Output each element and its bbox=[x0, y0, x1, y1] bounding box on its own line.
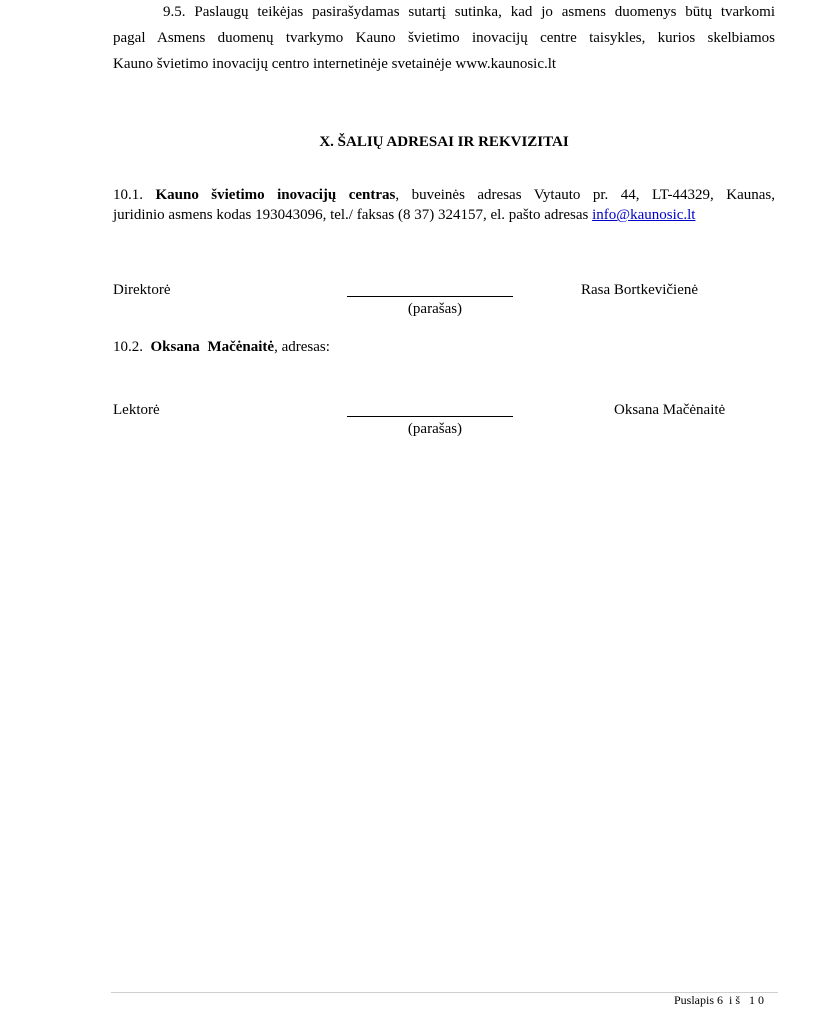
signature-1-line bbox=[347, 296, 513, 297]
signature-1-name: Rasa Bortkevičienė bbox=[581, 282, 699, 298]
clause-10-1-details: juridinio asmens kodas 193043096, tel./ faksas (8 37) 324157, el. pašto adresas bbox=[113, 207, 593, 223]
clause-10-1-line-2 bbox=[113, 207, 695, 224]
clause-10-1-number: 10.1. bbox=[113, 187, 143, 203]
clause-10-2-address-label: , adresas: bbox=[274, 339, 330, 355]
clause-10-1-address: , buveinės adresas Vytauto pr. 44, LT-44329, Kaunas, bbox=[395, 187, 776, 203]
clause-10-2 bbox=[113, 339, 330, 356]
page-number: Puslapis 6 i š 1 0 bbox=[674, 993, 765, 1007]
signature-2-caption: (parašas) bbox=[407, 421, 463, 437]
clause-10-2-number: 10.2. bbox=[113, 339, 143, 355]
signature-1-role: Direktorė bbox=[113, 282, 171, 298]
section-heading: X. ŠALIŲ ADRESAI IR REKVIZITAI bbox=[319, 134, 569, 150]
clause-9-5-line-3: Kauno švietimo inovacijų centro internetinėje svetainėje www.kaunosic.lt bbox=[113, 56, 557, 72]
clause-10-1-org-name: Kauno švietimo inovacijų centras bbox=[155, 187, 396, 203]
signature-2-role: Lektorė bbox=[113, 402, 160, 418]
clause-10-2-person-name: Oksana Mačėnaitė bbox=[150, 339, 275, 355]
signature-2-name: Oksana Mačėnaitė bbox=[614, 402, 726, 418]
email-link[interactable]: info@kaunosic.lt bbox=[592, 207, 696, 223]
clause-9-5-line-1: 9.5. Paslaugų teikėjas pasirašydamas sutartį sutinka, kad jo asmens duomenys būtų tvarkomi bbox=[163, 4, 775, 20]
signature-2-line bbox=[347, 416, 513, 417]
signature-1-caption: (parašas) bbox=[407, 301, 463, 317]
clause-10-1-line-1 bbox=[113, 187, 775, 204]
clause-9-5-line-2: pagal Asmens duomenų tvarkymo Kauno švietimo inovacijų centre taisykles, kurios skelbiamos bbox=[113, 30, 775, 46]
